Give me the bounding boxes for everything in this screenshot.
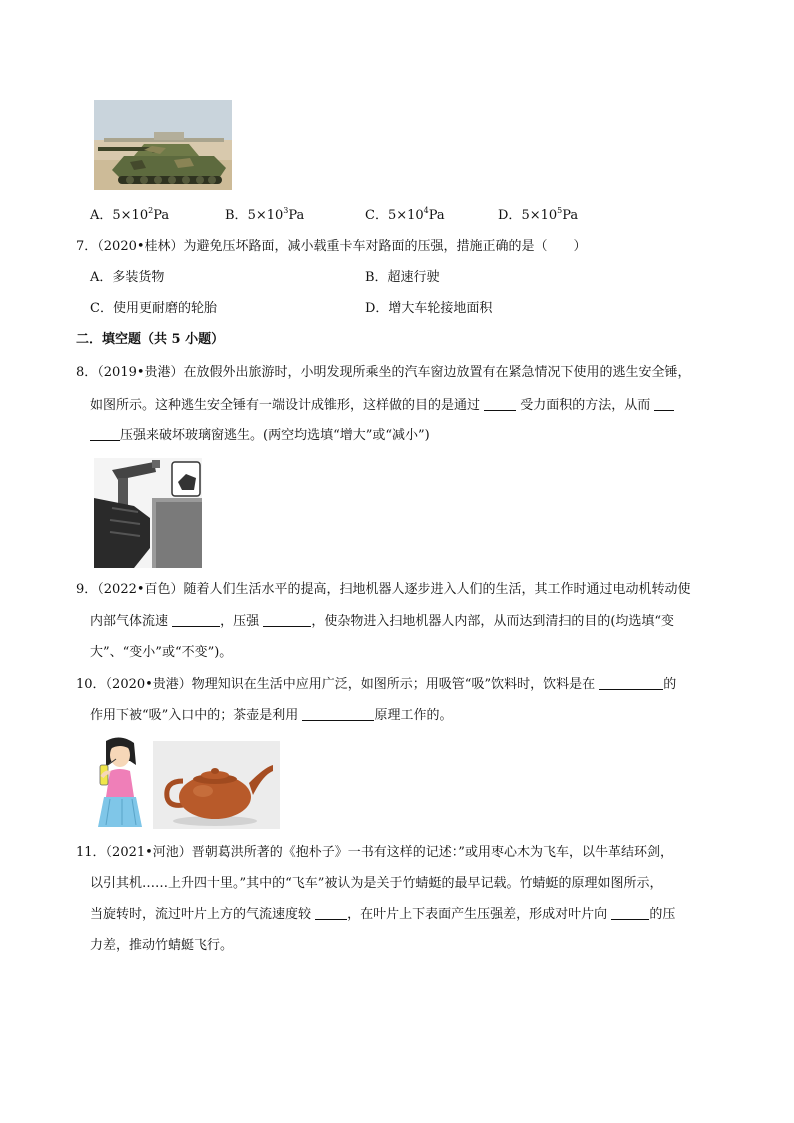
q9-text-c: ，使杂物进入扫地机器人内部，从而达到清扫的目的(均选填“变 <box>311 614 675 629</box>
q8-text-b: 受力面积的方法，从而 <box>520 398 651 413</box>
teapot-image <box>153 741 280 829</box>
q11-line1: 11．（2021•河池）晋朝葛洪所著的《抱朴子》一书有这样的记述：”或用枣心木为飞车，以牛革结环剑， <box>76 845 673 860</box>
q9-line2 <box>90 612 674 632</box>
q10-text-c: 作用下被“吸”入口中的；茶壶是利用 <box>90 708 299 723</box>
q8-text-a: 如图所示。这种逃生安全锤有一端设计成锥形，这样做的目的是通过 <box>90 398 481 413</box>
section-title: 二．填空题（共 5 小题） <box>76 332 225 347</box>
q11-line2: 以引其机……上升四十里。”其中的“飞车”被认为是关于竹蜻蜓的最早记载。竹蜻蜓的原理如图所示， <box>90 876 663 891</box>
q7-option-b: B．超速行驶 <box>365 270 440 285</box>
q7-stem: 7．（2020•桂林）为避免压坏路面，减小载重卡车对路面的压强，措施正确的是（ ） <box>76 239 587 254</box>
girl-drinking-image <box>94 735 146 829</box>
q8-line1: 8．（2019•贵港）在放假外出旅游时，小明发现所乘坐的汽车窗边放置有在紧急情况下使用的逃生安全锤， <box>76 365 691 380</box>
q10-text-a: 10．（2020•贵港）物理知识在生活中应用广泛，如图所示；用吸管“吸”饮料时，饮料是在 <box>76 677 596 692</box>
q11-line3 <box>90 905 675 925</box>
tank-image <box>94 100 232 190</box>
q11-blank-2[interactable] <box>611 905 649 920</box>
q11-text-b: ，在叶片上下表面产生压强差，形成对叶片向 <box>347 907 608 922</box>
q7-option-a: A．多装货物 <box>90 270 165 285</box>
q8-blank-2b[interactable] <box>90 426 120 441</box>
q10-text-d: 原理工作的。 <box>374 708 453 723</box>
q7-option-d: D．增大车轮接地面积 <box>365 301 493 316</box>
q11-text-a: 当旋转时，流过叶片上方的气流速度较 <box>90 907 312 922</box>
q6-option-d: D．$5\times 10^5Pa$ <box>498 206 579 223</box>
q8-text-c: 压强来破坏玻璃窗逃生。(两空均选填“增大”或“减小”) <box>120 428 430 443</box>
q11-blank-1[interactable] <box>315 905 347 920</box>
q9-blank-1[interactable] <box>172 612 220 627</box>
q8-line3 <box>90 426 430 446</box>
q8-line2 <box>90 396 674 416</box>
q8-blank-2a[interactable] <box>654 396 674 411</box>
q9-blank-2[interactable] <box>263 612 311 627</box>
q10-blank-1[interactable] <box>599 675 663 690</box>
q10-blank-2[interactable] <box>302 706 374 721</box>
safety-hammer-image <box>94 458 202 568</box>
q9-line3: 大”、“变小”或“不变”)。 <box>90 645 233 660</box>
q6-option-a: A．$5\times 10^2Pa$ <box>90 206 170 223</box>
q7-option-c: C．使用更耐磨的轮胎 <box>90 301 217 316</box>
q9-text-b: ，压强 <box>220 614 260 629</box>
q9-text-a: 内部气体流速 <box>90 614 169 629</box>
q10-text-b: 的 <box>663 677 677 692</box>
q9-line1: 9．（2022•百色）随着人们生活水平的提高，扫地机器人逐步进入人们的生活，其工作时通过电动机转动使 <box>76 582 691 597</box>
q6-option-b: B．$5\times 10^3Pa$ <box>225 206 305 223</box>
q11-text-c: 的压 <box>649 907 676 922</box>
q6-option-c: C．$5\times 10^4Pa$ <box>365 206 445 223</box>
q8-blank-1[interactable] <box>484 396 516 411</box>
q10-line1 <box>76 675 676 695</box>
q11-line4: 力差，推动竹蜻蜓飞行。 <box>90 938 234 953</box>
q10-line2 <box>90 706 452 726</box>
